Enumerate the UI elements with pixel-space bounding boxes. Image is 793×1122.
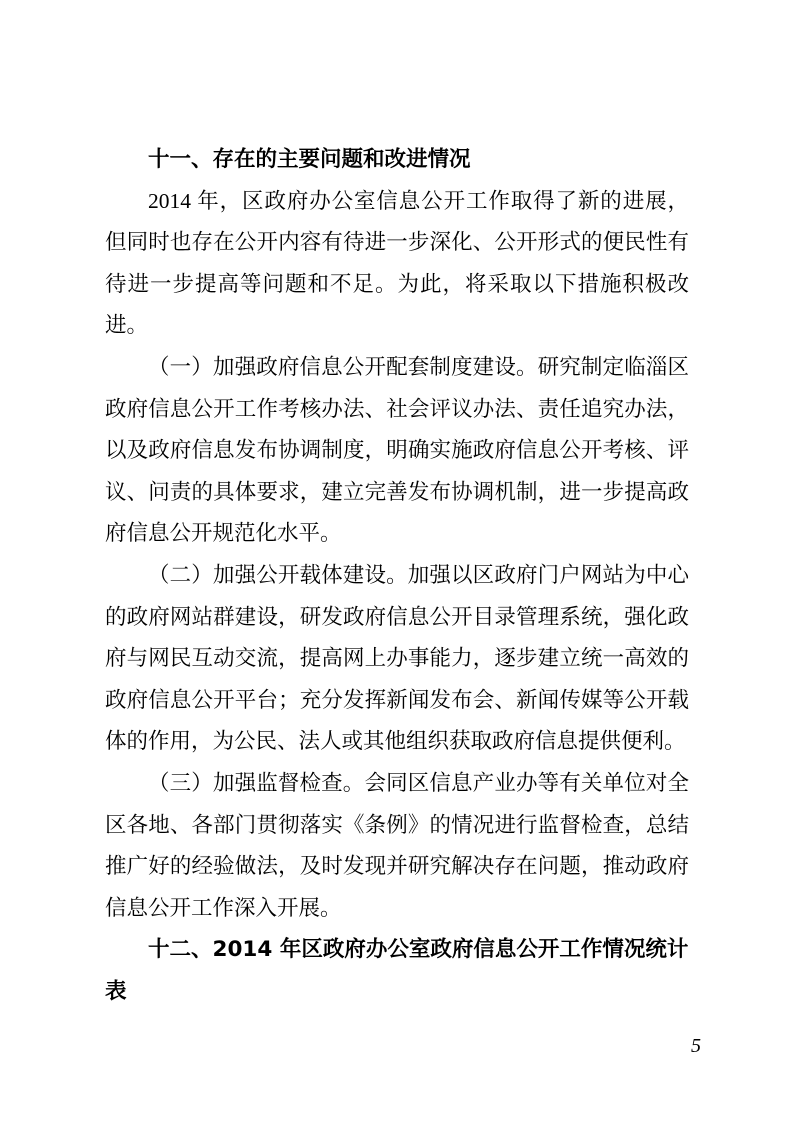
- section-heading-statistics-table: 十二、2014 年区政府办公室政府信息公开工作情况统计表: [105, 937, 689, 1004]
- section-heading-problems-improvements: 十一、存在的主要问题和改进情况: [148, 147, 471, 172]
- page-number: 5: [691, 1035, 701, 1057]
- paragraph-measure-3: （三）加强监督检查。会同区信息产业办等有关单位对全区各地、各部门贯彻落实《条例》的情况进行监督检查，总结推广好的经验做法，及时发现并研究解决存在问题，推动政府信息公开工作深入开展。: [105, 770, 689, 920]
- paragraph-intro: 2014 年，区政府办公室信息公开工作取得了新的进展，但同时也存在公开内容有待进一步深化、公开形式的便民性有待进一步提高等问题和不足。为此，将采取以下措施积极改进。: [105, 188, 689, 338]
- paragraph-measure-1: （一）加强政府信息公开配套制度建设。研究制定临淄区政府信息公开工作考核办法、社会评议办法、责任追究办法，以及政府信息发布协调制度，明确实施政府信息公开考核、评议、问责的具体要求，建立完善发布协调机制，进一步提高政府信息公开规范化水平。: [105, 354, 689, 546]
- document-content: [105, 139, 689, 1012]
- paragraph-measure-2: （二）加强公开载体建设。加强以区政府门户网站为中心的政府网站群建设，研发政府信息公开目录管理系统，强化政府与网民互动交流，提高网上办事能力，逐步建立统一高效的政府信息公开平台；充分发挥新闻发布会、新闻传媒等公开载体的作用，为公民、法人或其他组织获取政府信息提供便利。: [105, 562, 689, 754]
